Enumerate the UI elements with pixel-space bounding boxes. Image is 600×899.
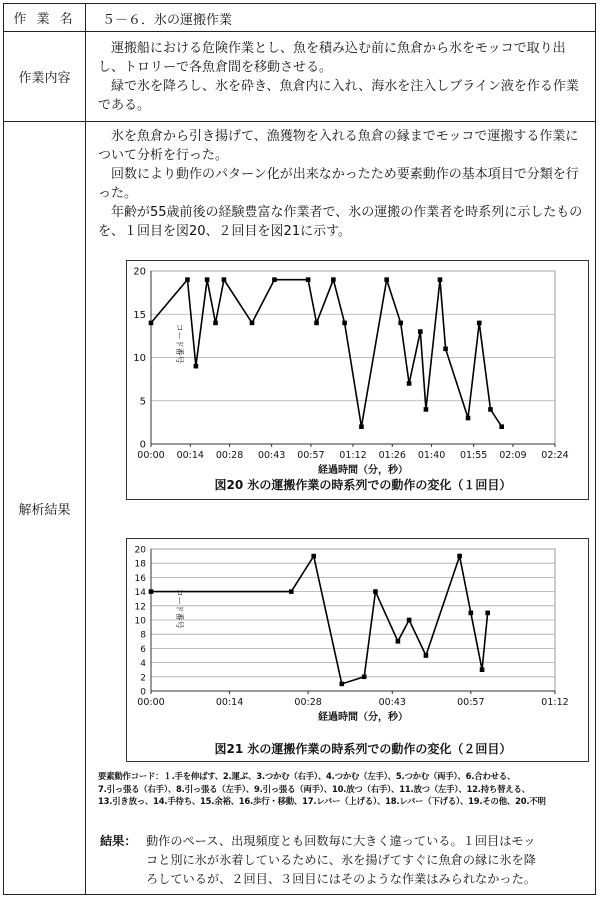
chart1-y-tick-label: 0 (139, 439, 146, 451)
chart1-y-tick-label: 20 (133, 266, 146, 278)
chart1-data-point (477, 321, 482, 326)
chart2-y-tick-label: 0 (140, 687, 146, 698)
chart1-y-tick-label: 5 (139, 396, 146, 408)
document-sheet (3, 3, 596, 895)
chart2-y-tick-label: 2 (140, 673, 146, 684)
chart1-x-tick-label: 01:26 (378, 450, 406, 461)
chart2-x-tick-label: 00:28 (294, 697, 322, 708)
chart1-series-line (151, 280, 502, 427)
chart1-data-point (314, 321, 319, 326)
chart1-data-point (194, 364, 199, 369)
chart2-data-point (289, 589, 294, 594)
title-row (4, 4, 595, 32)
chart1-data-point (342, 321, 347, 326)
chart2-data-point (480, 667, 485, 672)
chart2-y-tick-label: 12 (134, 602, 146, 613)
result-line-1: 動作のペース、出現頻度とも回数毎に大きく違っている。１回目はモッ (146, 834, 536, 848)
chart1-y-axis-label: コード番号 (175, 323, 184, 364)
chart2-data-point (396, 639, 401, 644)
chart-fig20 (126, 260, 589, 500)
chart2-y-tick-label: 20 (134, 545, 146, 556)
chart1-x-tick-label: 00:00 (137, 450, 165, 461)
analysis-row (4, 122, 595, 894)
chart1-x-tick-label: 00:14 (176, 450, 204, 461)
content-label: 作業内容 (4, 32, 86, 121)
chart1-data-point (488, 407, 493, 412)
chart2-data-point (311, 554, 316, 559)
content-row (4, 32, 595, 122)
chart2-data-point (424, 653, 429, 658)
chart2-y-tick-label: 10 (134, 616, 146, 627)
codes-line-1: 要素動作コード：１.手を伸ばす、2.運ぶ、3.つかむ（右手）、4.つかむ（左手）、5.つかむ（両手）、6.合わせる、 (98, 771, 516, 781)
chart1-y-tick-label: 10 (133, 353, 146, 364)
chart2-y-tick-label: 14 (134, 588, 146, 599)
analysis-paragraph-2: 回数により動作のパターン化が出来なかったため要素動作の基本項目で分類を行った。 (98, 167, 579, 201)
chart1-data-point (272, 277, 277, 282)
chart1-x-tick-label: 01:12 (339, 450, 367, 461)
chart1-data-point (466, 416, 471, 421)
chart2-x-tick-label: 00:00 (137, 697, 165, 708)
chart2-data-point (485, 611, 490, 616)
chart2-x-tick-label: 00:14 (215, 697, 244, 708)
work-name-label: 作 業 名 (4, 4, 86, 31)
chart2-x-axis-label: 経過時間（分，秒） (318, 712, 408, 723)
chart2-y-tick-label: 4 (140, 659, 146, 670)
chart1-x-tick-label: 01:40 (417, 450, 446, 461)
result-line-2: コと別に氷が氷着しているために、氷を揚げてすぐに魚倉の縁に氷を降 (146, 853, 536, 867)
chart1-data-point (359, 424, 364, 429)
chart1-x-tick-label: 00:57 (297, 450, 325, 461)
work-title: ５－６．氷の運搬作業 (102, 13, 233, 28)
chart1-data-point (306, 277, 311, 282)
chart1-data-point (398, 321, 403, 326)
chart-fig21 (126, 538, 589, 762)
chart2-data-point (407, 618, 412, 623)
chart-fig21-svg (127, 539, 588, 761)
chart1-data-point (222, 277, 227, 282)
chart1-data-point (424, 407, 429, 412)
chart2-x-tick-label: 00:57 (457, 697, 485, 708)
chart2-x-tick-label: 01:12 (541, 697, 569, 708)
content-paragraph-1: 運搬船における危険作業とし、魚を積み込む前に魚倉から氷をモッコで取り出し、トロリーで各魚倉間を移動させる。 (98, 41, 566, 75)
analysis-paragraph-1: 氷を魚倉から引き揚げて、漁獲物を入れる魚倉の縁までモッコで運搬する作業について分析を行った。 (98, 129, 579, 163)
chart1-data-point (250, 321, 255, 326)
chart2-data-point (149, 589, 154, 594)
chart1-data-point (384, 277, 389, 282)
chart2-y-tick-label: 8 (140, 630, 146, 641)
chart1-x-axis-label: 経過時間（分，秒） (318, 465, 408, 476)
chart2-data-point (362, 675, 367, 680)
chart1-data-point (438, 277, 443, 282)
element-codes (98, 770, 598, 808)
chart2-x-tick-label: 00:43 (378, 697, 406, 708)
chart1-title: 図20 氷の運搬作業の時系列での動作の変化（１回目） (214, 478, 512, 492)
chart1-x-tick-label: 02:24 (541, 450, 569, 461)
analysis-paragraph-3: 年齢が55歳前後の経験豊富な作業者で、氷の運搬の作業者を時系列に示したものを、１回目を図20、２回目を図21に示す。 (98, 205, 583, 239)
chart2-y-tick-label: 18 (134, 559, 146, 570)
chart1-x-tick-label: 00:43 (257, 450, 286, 461)
chart2-data-point (373, 589, 378, 594)
chart1-data-point (443, 347, 448, 352)
chart2-data-point (469, 611, 474, 616)
codes-line-2: 7.引っ張る（右手）、8.引っ張る（左手）、9.引っ張る（両手）、10.放つ（右手）、11.放つ（左手）、12.持ち替える、 (98, 783, 530, 794)
analysis-label: 解析結果 (4, 122, 86, 894)
codes-line-3: 13.引き放っ、14.手待ち、15.余裕、16.歩行・移動、17.レバー（上げる）、18.レバー（下げる）、19.その他、20.不明 (98, 796, 546, 807)
chart2-y-tick-label: 16 (134, 573, 146, 584)
result-line-3: ろしているが、２回目、３回目にはそのような作業はみられなかった。 (146, 872, 536, 886)
chart1-x-tick-label: 01:55 (459, 450, 488, 461)
chart1-data-point (213, 321, 218, 326)
chart1-data-point (185, 277, 190, 282)
chart-fig20-svg (127, 261, 588, 499)
chart2-y-tick-label: 6 (140, 644, 146, 655)
chart1-data-point (149, 321, 154, 326)
result-label: 結果： (100, 834, 137, 848)
chart2-y-axis-label: コード番号 (175, 588, 184, 629)
chart2-data-point (339, 682, 344, 687)
chart1-data-point (418, 329, 423, 334)
chart1-data-point (205, 277, 210, 282)
chart1-data-point (499, 424, 504, 429)
chart1-data-point (407, 381, 412, 386)
chart1-x-tick-label: 02:09 (499, 450, 527, 461)
content-paragraph-2: 緑で氷を降ろし、氷を砕き、魚倉内に入れ、海水を注入しブライン液を作る作業である。 (98, 79, 579, 113)
chart1-data-point (331, 277, 336, 282)
chart1-y-tick-label: 15 (133, 309, 146, 321)
chart2-data-point (457, 554, 462, 559)
chart1-x-tick-label: 00:28 (215, 450, 244, 461)
chart2-title: 図21 氷の運搬作業の時系列での動作の変化（２回目） (214, 742, 512, 756)
